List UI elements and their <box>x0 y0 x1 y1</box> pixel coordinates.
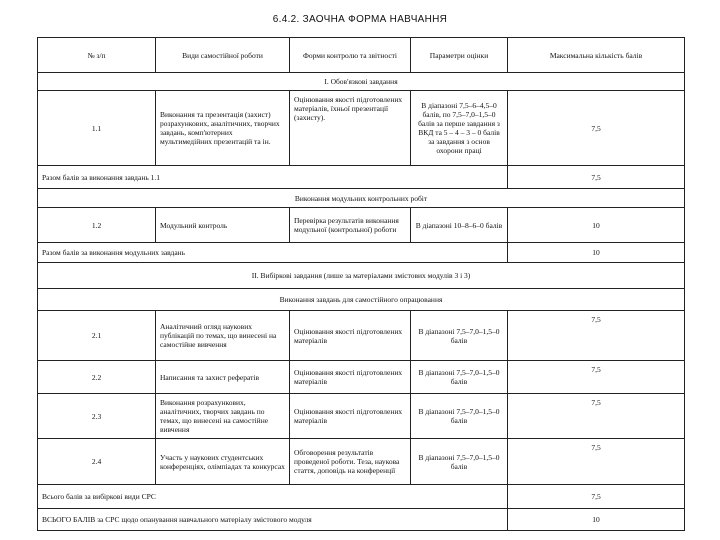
row-params: В діапазоні 7,5–7,0–1,5–0 балів <box>411 311 508 361</box>
header-row <box>38 38 685 73</box>
table-row <box>38 439 685 485</box>
row-max: 10 <box>508 208 685 243</box>
total-1-1-label: Разом балів за виконання завдань 1.1 <box>38 166 508 189</box>
row-control: Оцінювання якості підготовлених матеріалів <box>290 361 411 394</box>
row-num: 2.4 <box>38 439 156 485</box>
row-params: В діапазоні 7,5–7,0–1,5–0 балів <box>411 394 508 439</box>
header-work: Види самостійної роботи <box>156 38 290 73</box>
row-control: Оцінювання якості підготовлених матеріалів <box>290 394 411 439</box>
header-params: Параметри оцінки <box>411 38 508 73</box>
total-1-1-value: 7,5 <box>508 166 685 189</box>
row-num: 2.1 <box>38 311 156 361</box>
row-num: 2.3 <box>38 394 156 439</box>
row-max: 7,5 <box>508 439 685 485</box>
page-title: 6.4.2. ЗАОЧНА ФОРМА НАВЧАННЯ <box>272 14 448 25</box>
row-num: 1.2 <box>38 208 156 243</box>
assessment-table <box>37 37 685 531</box>
row-work: Аналітичний огляд наукових публікацій по темах, що винесені на самостійне вивчення <box>156 311 290 361</box>
row-work: Виконання та презентація (захист) розрахункових, аналітичних, творчих завдань, комп'ютерних мультимедійних презентацій та ін. <box>156 91 290 166</box>
row-max: 7,5 <box>508 311 685 361</box>
total-1-2-label: Разом балів за виконання модульних завдань <box>38 243 508 263</box>
grand-total-label: ВСЬОГО БАЛІВ за СРС щодо опанування навчального матеріалу змістового модуля <box>38 509 508 531</box>
header-control: Форми контролю та звітності <box>290 38 411 73</box>
row-max: 7,5 <box>508 361 685 394</box>
row-params: В діапазоні 7,5–7,0–1,5–0 балів <box>411 361 508 394</box>
row-control: Перевірка результатів виконання модульної (контрольної) роботи <box>290 208 411 243</box>
row-num: 1.1 <box>38 91 156 166</box>
table-row <box>38 361 685 394</box>
table-row <box>38 208 685 243</box>
row-params: В діапазоні 7,5–6–4,5–0 балів, по 7,5–7,0–1,5–0 балів за перше завдання з ВКД та 5 – 4 – 3 – 0 балів за завдання з основ охорони праці <box>411 91 508 166</box>
total-1-2-value: 10 <box>508 243 685 263</box>
total-2-value: 7,5 <box>508 485 685 509</box>
row-max: 7,5 <box>508 91 685 166</box>
section-1-heading: І. Обов'язкові завдання <box>38 73 685 91</box>
modular-heading: Виконання модульних контрольних робіт <box>38 189 685 208</box>
table-row <box>38 311 685 361</box>
row-params: В діапазоні 10–8–6–0 балів <box>411 208 508 243</box>
row-max: 7,5 <box>508 394 685 439</box>
row-work: Виконання розрахункових, аналітичних, творчих завдань по темах, що винесені на самостійне вивчення <box>156 394 290 439</box>
section-2-subheading: Виконання завдань для самостійного опрацювання <box>38 289 685 311</box>
section-2-heading: ІІ. Вибіркові завдання (лише за матеріалами змістових модулів 3 і 3) <box>38 263 685 289</box>
row-control: Оцінювання якості підготовлених матеріалів <box>290 311 411 361</box>
row-control: Обговорення результатів проведеної роботи. Теза, наукова стаття, доповідь на конференції <box>290 439 411 485</box>
row-work: Участь у наукових студентських конференціях, олімпіадах та конкурсах <box>156 439 290 485</box>
row-work: Написання та захист рефератів <box>156 361 290 394</box>
table-row <box>38 91 685 166</box>
table-row <box>38 394 685 439</box>
header-num: № з/п <box>38 38 156 73</box>
row-control: Оцінювання якості підготовлених матеріалів, їхньої презентації (захисту). <box>290 91 411 166</box>
row-num: 2.2 <box>38 361 156 394</box>
header-max: Максимальна кількість балів <box>508 38 685 73</box>
total-2-label: Всього балів за вибіркові види СРС <box>38 485 508 509</box>
row-params: В діапазоні 7,5–7,0–1,5–0 балів <box>411 439 508 485</box>
row-work: Модульний контроль <box>156 208 290 243</box>
grand-total-value: 10 <box>508 509 685 531</box>
